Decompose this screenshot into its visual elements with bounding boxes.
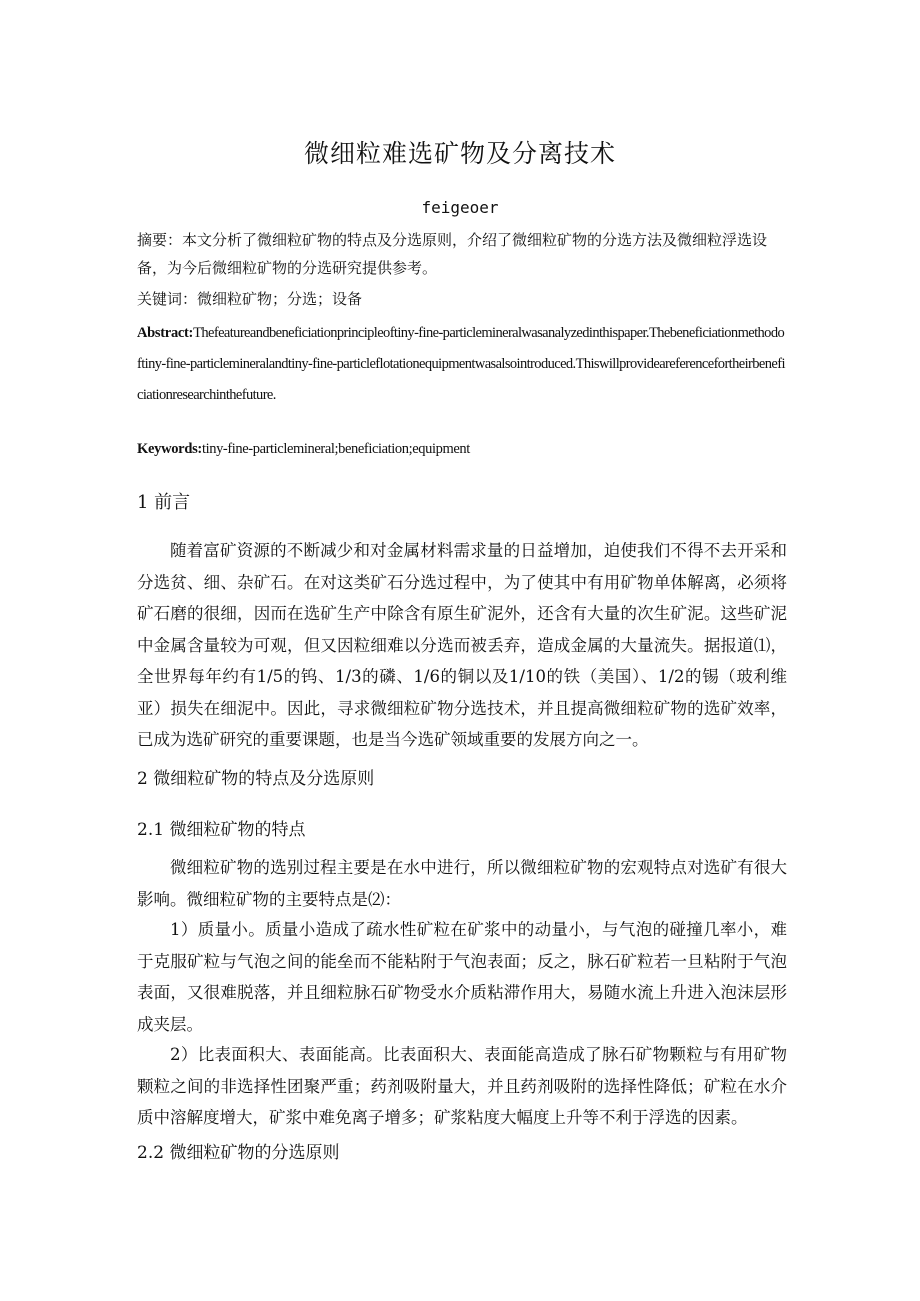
section-2-heading: 2 微细粒矿物的特点及分选原则	[137, 769, 375, 789]
keywords-en-label: Keywords:	[137, 441, 202, 457]
abstract-en-text: Thefeatureandbeneficiationprincipleoftiny-fine-particlemineralwasanalyzedinthispaper.Thebeneficiationmethodoftiny-fine-particlemineralandtiny-fine-particleflotationequipmentwasalsointroduced.Thiswillprovideareferencefortheirbeneficiationresearchinthefuture.	[137, 325, 785, 403]
keywords-en	[137, 441, 470, 458]
abstract-en-label: Abstract:	[137, 325, 194, 341]
abstract-en	[137, 318, 787, 411]
abstract-cn-text: 本文分析了微细粒矿物的特点及分选原则，介绍了微细粒矿物的分选方法及微细粒浮选设备，为今后微细粒矿物的分选研究提供参考。	[137, 231, 768, 277]
keywords-cn	[137, 288, 362, 309]
section-2-1-intro: 微细粒矿物的选别过程主要是在水中进行，所以微细粒矿物的宏观特点对选矿有很大影响。微细粒矿物的主要特点是⑵：	[137, 858, 787, 909]
keywords-en-text: tiny-fine-particlemineral;beneficiation;equipment	[201, 441, 470, 457]
author-name: feigeoer	[421, 198, 499, 217]
section-2-1-item-2: 2）比表面积大、表面能高。比表面积大、表面能高造成了脉石矿物颗粒与有用矿物颗粒之间的非选择性团聚严重；药剂吸附量大，并且药剂吸附的选择性降低；矿粒在水介质中溶解度增大，矿浆中难免离子增多；矿浆粘度大幅度上升等不利于浮选的因素。	[137, 1045, 787, 1127]
section-1-heading: 1 前言	[137, 492, 191, 513]
section-2-1-item-1: 1）质量小。质量小造成了疏水性矿粒在矿浆中的动量小，与气泡的碰撞几率小，难于克服矿粒与气泡之间的能垒而不能粘附于气泡表面；反之，脉石矿粒若一旦粘附于气泡表面，又很难脱落，并且细粒脉石矿物受水介质粘滞作用大，易随水流上升进入泡沫层形成夹层。	[137, 920, 787, 1034]
keywords-cn-label: 关键词：	[137, 290, 198, 308]
abstract-cn-label: 摘要：	[137, 231, 183, 249]
abstract-cn	[137, 226, 787, 282]
section-2-1-heading: 2.1 微细粒矿物的特点	[137, 820, 306, 840]
keywords-cn-text: 微细粒矿物；分选；设备	[197, 290, 363, 308]
paper-title: 微细粒难选矿物及分离技术	[303, 139, 616, 168]
section-2-2-heading: 2.2 微细粒矿物的分选原则	[137, 1143, 340, 1163]
section-1-paragraph: 随着富矿资源的不断减少和对金属材料需求量的日益增加，迫使我们不得不去开采和分选贫、细、杂矿石。在对这类矿石分选过程中，为了使其中有用矿物单体解离，必须将矿石磨的很细，因而在选矿生产中除含有原生矿泥外，还含有大量的次生矿泥。这些矿泥中金属含量较为可观，但又因粒细难以分选而被丢弃，造成金属的大量流失。据报道⑴，全世界每年约有1/5的钨、1/3的磷、1/6的铜以及1/10的铁（美国）、1/2的锡（玻利维亚）损失在细泥中。因此，寻求微细粒矿物分选技术，并且提高微细粒矿物的选矿效率，已成为选矿研究的重要课题，也是当今选矿领域重要的发展方向之一。	[137, 541, 787, 749]
